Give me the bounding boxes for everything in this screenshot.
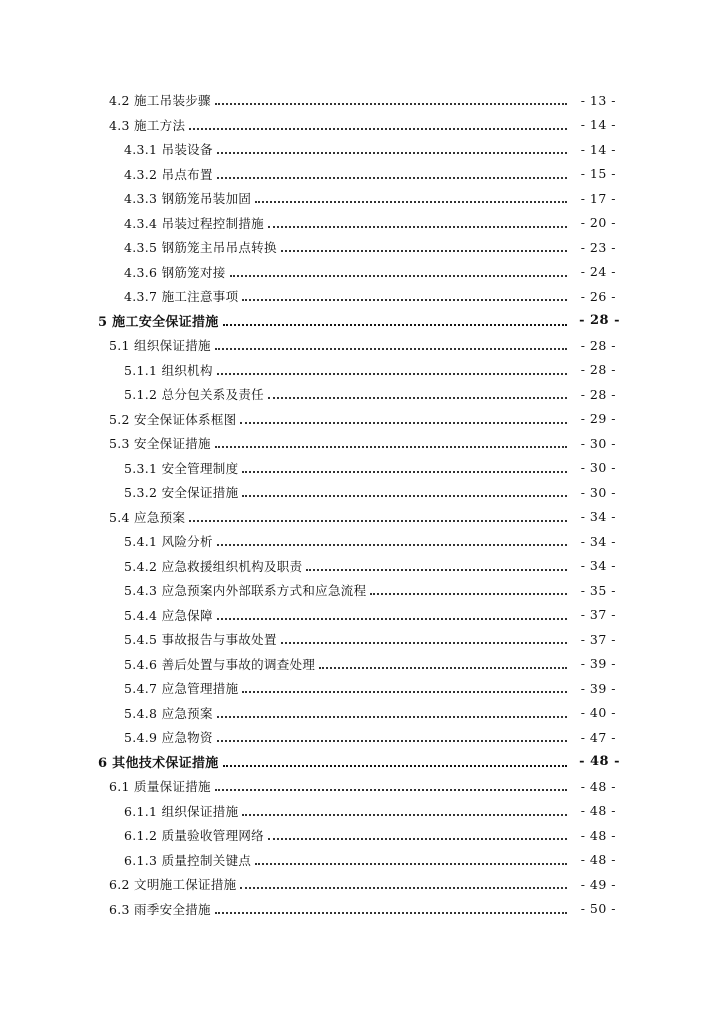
toc-entry-title: 5.3.1 安全管理制度 [124, 460, 239, 476]
toc-entry-page-number: - 48 - [579, 754, 620, 770]
dot-leader [242, 459, 567, 473]
dot-leader [268, 214, 567, 228]
toc-entry-title: 5.4 应急预案 [109, 509, 186, 525]
toc-entry-page-number: - 20 - [580, 215, 616, 231]
toc-entry-page-number: - 28 - [579, 313, 620, 329]
toc-entry[interactable] [0, 260, 724, 285]
dot-leader [255, 851, 567, 865]
dot-leader [217, 728, 567, 742]
toc-entry[interactable] [0, 701, 724, 726]
toc-entry[interactable] [0, 823, 724, 848]
toc-entry-page-number: - 14 - [580, 141, 616, 157]
toc-entry[interactable] [0, 848, 724, 873]
toc-entry-page-number: - 35 - [580, 582, 616, 598]
dot-leader [242, 287, 567, 301]
dot-leader [217, 532, 567, 546]
dot-leader [240, 875, 567, 889]
toc-entry-page-number: - 24 - [580, 264, 616, 280]
toc-entry[interactable] [0, 676, 724, 701]
dot-leader [217, 606, 567, 620]
dot-leader [215, 91, 567, 105]
toc-entry-page-number: - 34 - [580, 533, 616, 549]
toc-entry-page-number: - 48 - [580, 852, 616, 868]
toc-entry-page-number: - 39 - [580, 680, 616, 696]
toc-entry-title: 4.3.1 吊装设备 [124, 142, 213, 158]
dot-leader [255, 189, 567, 203]
toc-entry-title: 6 其他技术保证措施 [98, 752, 221, 771]
toc-entry[interactable] [0, 333, 724, 358]
dot-leader [281, 238, 567, 252]
toc-entry-page-number: - 39 - [580, 656, 616, 672]
toc-entry-page-number: - 48 - [580, 803, 616, 819]
dot-leader [215, 900, 567, 914]
dot-leader [189, 508, 567, 522]
toc-entry[interactable] [0, 603, 724, 628]
dot-leader [306, 557, 567, 571]
toc-entry[interactable] [0, 211, 724, 236]
toc-entry-title: 4.2 施工吊装步骤 [109, 93, 211, 109]
dot-leader [281, 630, 567, 644]
toc-entry-page-number: - 30 - [580, 435, 616, 451]
toc-entry-title: 5.1.1 组织机构 [124, 362, 213, 378]
table-of-contents [0, 88, 724, 921]
toc-entry-page-number: - 23 - [580, 239, 616, 255]
toc-entry-title: 4.3.2 吊点布置 [124, 166, 213, 182]
dot-leader [223, 312, 567, 326]
toc-entry-title: 5.4.5 事故报告与事故处置 [124, 632, 277, 648]
toc-entry[interactable] [0, 529, 724, 554]
toc-entry-title: 6.1.3 质量控制关键点 [124, 852, 252, 868]
toc-entry[interactable] [0, 186, 724, 211]
dot-leader [223, 753, 567, 767]
toc-entry-page-number: - 29 - [580, 411, 616, 427]
toc-entry-title: 5.4.2 应急救援组织机构及职责 [124, 558, 303, 574]
toc-entry-title: 5.1 组织保证措施 [109, 338, 211, 354]
dot-leader [242, 483, 567, 497]
toc-entry[interactable] [0, 872, 724, 897]
toc-entry-page-number: - 40 - [580, 705, 616, 721]
toc-entry-page-number: - 28 - [580, 337, 616, 353]
toc-entry[interactable] [0, 382, 724, 407]
toc-entry-title: 5.3.2 安全保证措施 [124, 485, 239, 501]
dot-leader [215, 336, 567, 350]
toc-entry-title: 4.3.5 钢筋笼主吊吊点转换 [124, 240, 277, 256]
toc-entry-page-number: - 49 - [580, 876, 616, 892]
toc-entry-page-number: - 48 - [580, 827, 616, 843]
toc-entry-title: 6.1 质量保证措施 [109, 779, 211, 795]
toc-entry-title: 5.3 安全保证措施 [109, 436, 211, 452]
toc-entry-title: 4.3.7 施工注意事项 [124, 289, 239, 305]
dot-leader [217, 165, 567, 179]
toc-entry-page-number: - 34 - [580, 509, 616, 525]
toc-entry[interactable] [0, 652, 724, 677]
dot-leader [230, 263, 567, 277]
toc-entry-title: 5.4.6 善后处置与事故的调查处理 [124, 656, 316, 672]
toc-entry-page-number: - 47 - [580, 729, 616, 745]
toc-entry-title: 5.4.1 风险分析 [124, 534, 213, 550]
toc-entry-page-number: - 37 - [580, 631, 616, 647]
toc-entry-page-number: - 50 - [580, 901, 616, 917]
dot-leader [370, 581, 567, 595]
toc-entry[interactable] [0, 284, 724, 309]
toc-entry[interactable] [0, 480, 724, 505]
toc-entry-title: 4.3.3 钢筋笼吊装加固 [124, 191, 252, 207]
toc-entry-title: 5.4.7 应急管理措施 [124, 681, 239, 697]
toc-entry-page-number: - 30 - [580, 484, 616, 500]
toc-entry-page-number: - 34 - [580, 558, 616, 574]
toc-entry[interactable] [0, 407, 724, 432]
dot-leader [217, 140, 567, 154]
toc-entry-title: 4.3 施工方法 [109, 117, 186, 133]
toc-entry-title: 6.1.2 质量验收管理网络 [124, 828, 264, 844]
toc-entry[interactable] [0, 162, 724, 187]
dot-leader [215, 434, 567, 448]
toc-entry-page-number: - 28 - [580, 386, 616, 402]
dot-leader [242, 679, 567, 693]
toc-entry[interactable] [0, 750, 724, 775]
dot-leader [268, 826, 567, 840]
toc-entry[interactable] [0, 309, 724, 334]
toc-entry[interactable] [0, 505, 724, 530]
dot-leader [215, 777, 567, 791]
toc-entry-title: 5.2 安全保证体系框图 [109, 411, 237, 427]
toc-entry-page-number: - 13 - [580, 92, 616, 108]
dot-leader [189, 116, 567, 130]
toc-entry-title: 5.1.2 总分包关系及责任 [124, 387, 264, 403]
dot-leader [217, 704, 567, 718]
toc-entry[interactable] [0, 799, 724, 824]
toc-entry[interactable] [0, 774, 724, 799]
toc-entry[interactable] [0, 358, 724, 383]
toc-entry[interactable] [0, 725, 724, 750]
toc-entry-page-number: - 26 - [580, 288, 616, 304]
toc-entry-title: 6.1.1 组织保证措施 [124, 803, 239, 819]
toc-entry[interactable] [0, 456, 724, 481]
toc-entry[interactable] [0, 554, 724, 579]
toc-entry-page-number: - 37 - [580, 607, 616, 623]
toc-entry-title: 5.4.3 应急预案内外部联系方式和应急流程 [124, 583, 367, 599]
toc-entry-title: 6.2 文明施工保证措施 [109, 877, 237, 893]
toc-entry-title: 6.3 雨季安全措施 [109, 901, 211, 917]
toc-entry[interactable] [0, 897, 724, 922]
toc-entry-title: 5.4.8 应急预案 [124, 705, 213, 721]
dot-leader [217, 361, 567, 375]
toc-entry-page-number: - 17 - [580, 190, 616, 206]
toc-entry-title: 5.4.4 应急保障 [124, 607, 213, 623]
toc-entry-title: 5 施工安全保证措施 [98, 311, 221, 330]
toc-entry[interactable] [0, 88, 724, 113]
toc-entry-page-number: - 30 - [580, 460, 616, 476]
toc-entry[interactable] [0, 578, 724, 603]
toc-entry[interactable] [0, 235, 724, 260]
toc-entry-page-number: - 15 - [580, 166, 616, 182]
dot-leader [319, 655, 567, 669]
toc-entry-page-number: - 28 - [580, 362, 616, 378]
toc-entry[interactable] [0, 113, 724, 138]
toc-entry-page-number: - 14 - [580, 117, 616, 133]
toc-entry-page-number: - 48 - [580, 778, 616, 794]
dot-leader [268, 385, 567, 399]
toc-entry[interactable] [0, 137, 724, 162]
toc-entry[interactable] [0, 431, 724, 456]
dot-leader [242, 802, 567, 816]
toc-entry[interactable] [0, 627, 724, 652]
dot-leader [240, 410, 567, 424]
toc-entry-title: 5.4.9 应急物资 [124, 730, 213, 746]
toc-entry-title: 4.3.6 钢筋笼对接 [124, 264, 226, 280]
toc-entry-title: 4.3.4 吊装过程控制措施 [124, 215, 264, 231]
